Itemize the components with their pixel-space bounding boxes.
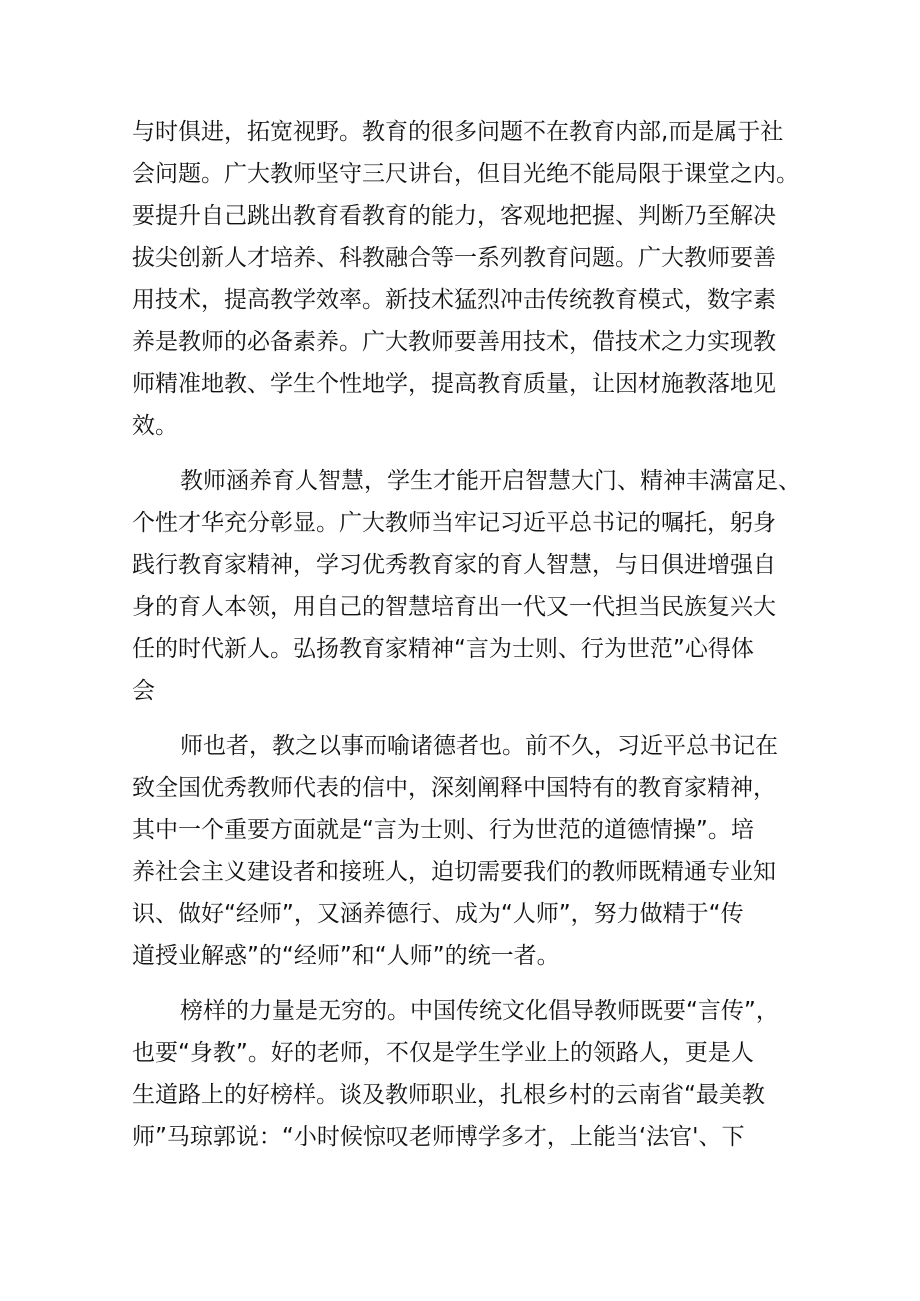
paragraph: [132, 460, 801, 712]
text-line: 要提升自己跳出教育看教育的能力，客观地把握、判断乃至解决: [132, 203, 776, 229]
text-line: 身的育人本领，用自己的智慧培育出一代又一代担当民族复兴大: [132, 594, 776, 620]
paragraph: [132, 111, 799, 447]
text-line: 养社会主义建设者和接班人，迫切需要我们的教师既精通专业知: [132, 859, 776, 885]
paragraph: [132, 990, 794, 1158]
text-line: 师也者，教之以事而喻诸德者也。前不久，习近平总书记在: [180, 733, 778, 759]
text-line: 教师涵养育人智慧，学生才能开启智慧大门、精神丰满富足、: [180, 468, 801, 494]
text-line: 也要“身教”。好的老师，不仅是学生学业上的领路人，更是人: [132, 1040, 754, 1066]
text-line: 任的时代新人。弘扬教育家精神“言为士则、行为世范”心得体: [132, 636, 754, 662]
text-line: 师”马琼郭说：“小时候惊叹老师博学多才，上能当‘法官'、下: [132, 1124, 745, 1150]
text-line: 其中一个重要方面就是“言为士则、行为世范的道德情操”。培: [132, 817, 754, 843]
text-line: 道授业解惑”的“经师”和“人师”的统一者。: [132, 943, 560, 969]
text-line: 养是教师的必备素养。广大教师要善用技术，借技术之力实现教: [132, 329, 776, 355]
text-line: 致全国优秀教师代表的信中，深刻阐释中国特有的教育家精神，: [132, 775, 776, 801]
document-body: [132, 111, 801, 1158]
text-line: 生道路上的好榜样。谈及教师职业，扎根乡村的云南省“最美教: [132, 1082, 765, 1108]
text-line: 践行教育家精神，学习优秀教育家的育人智慧，与日俱进增强自: [132, 552, 776, 578]
text-line: 识、做好“经师”，又涵养德行、成为“人师”，努力做精于“传: [132, 901, 744, 927]
paragraph-gap: [132, 977, 794, 990]
text-line: 个性才华充分彰显。广大教师当牢记习近平总书记的嘱托，躬身: [132, 510, 776, 536]
text-line: 会问题。广大教师坚守三尺讲台，但目光绝不能局限于课堂之内。: [132, 161, 799, 187]
text-line: 用技术，提高教学效率。新技术猛烈冲击传统教育模式，数字素: [132, 287, 776, 313]
text-line: 与时俱进，拓宽视野。教育的很多问题不在教育内部,而是属于社: [132, 119, 784, 145]
paragraph-gap: [132, 712, 794, 725]
paragraph-gap: [132, 447, 794, 460]
text-line: 师精准地教、学生个性地学，提高教育质量，让因材施教落地见: [132, 371, 776, 397]
paragraph: [132, 725, 794, 977]
text-line: 拔尖创新人才培养、科教融合等一系列教育问题。广大教师要善: [132, 245, 776, 271]
text-line: 效。: [132, 413, 178, 439]
text-line: 会: [132, 678, 155, 704]
text-line: 榜样的力量是无穷的。中国传统文化倡导教师既要“言传”，: [180, 998, 779, 1024]
